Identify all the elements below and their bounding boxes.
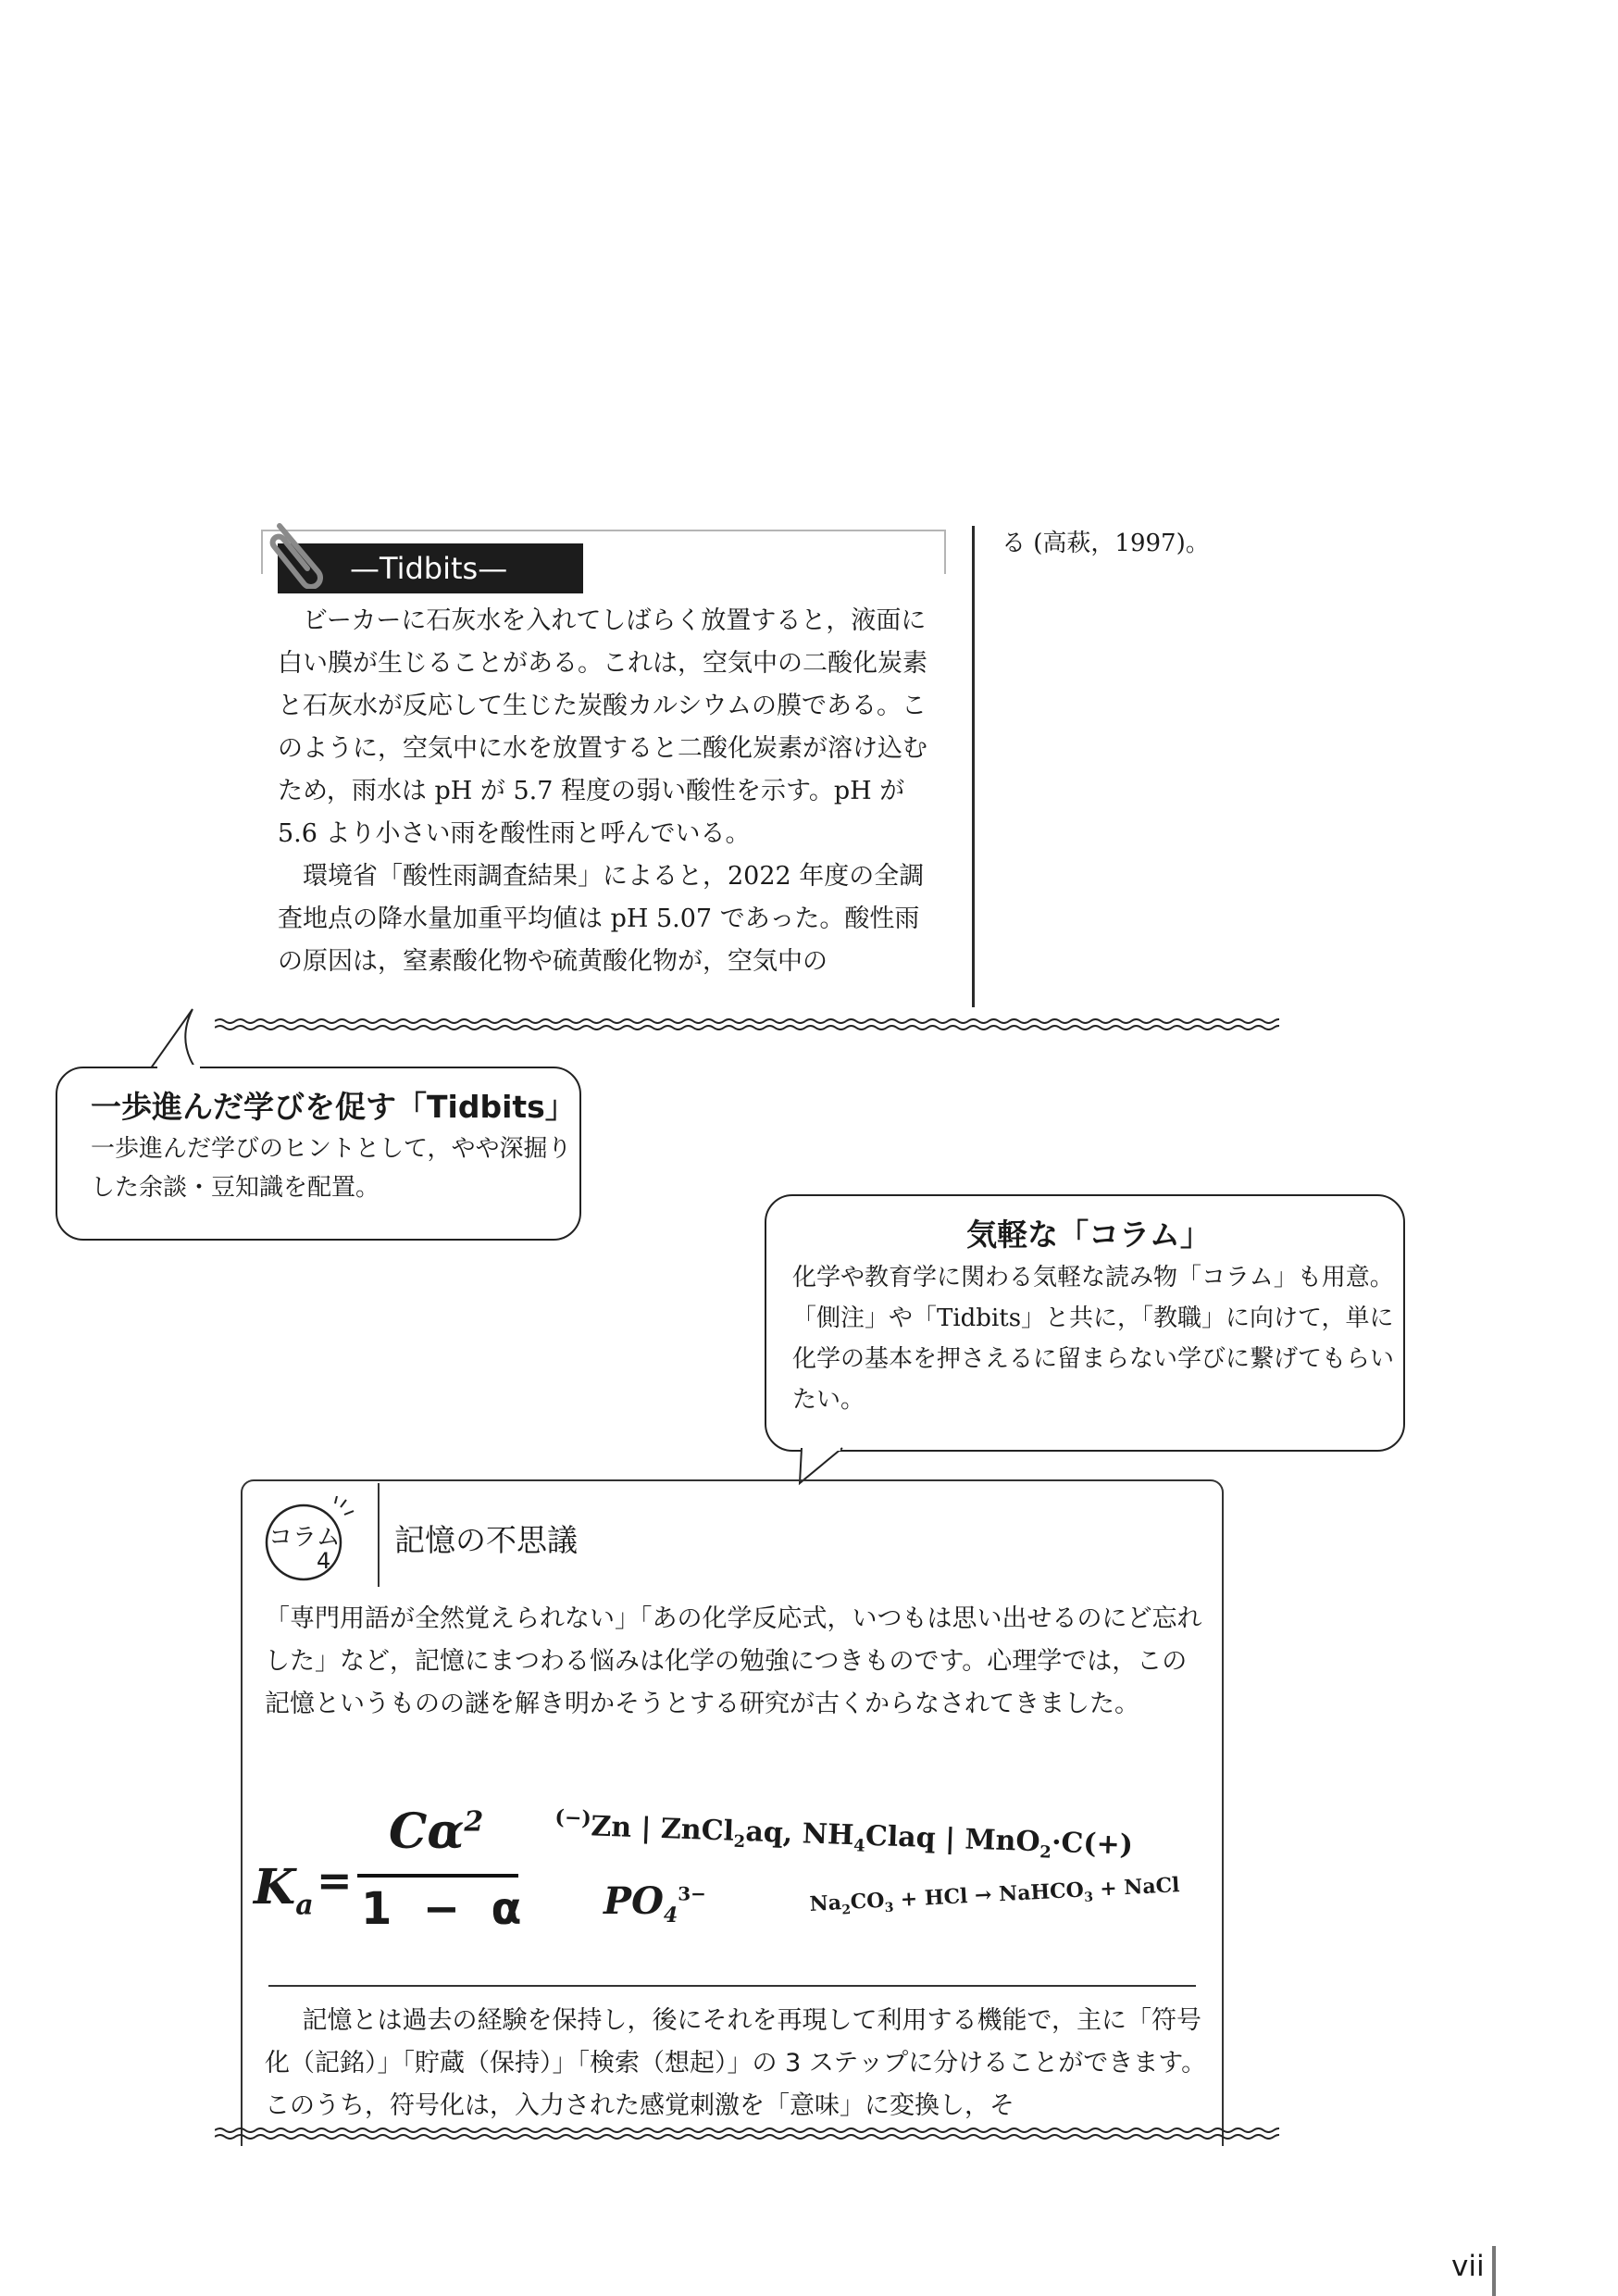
tidbits-body <box>278 600 935 983</box>
rx-sub: 3 <box>884 1900 894 1916</box>
ka-denominator: 1 − α <box>361 1883 522 1935</box>
rx-mid: + HCl → NaHCO <box>892 1878 1085 1913</box>
equation-examples <box>250 1796 1213 1981</box>
cell-aq: aq, NH <box>744 1816 855 1853</box>
callout-tidbits <box>56 1067 581 1241</box>
tidbits-header: —Tidbits— <box>278 543 583 593</box>
callout-body: 一歩進んだ学びのヒントとして，やや深掘りした余談・豆知識を配置。 <box>91 1135 572 1202</box>
cell-minus: (−) <box>554 1805 592 1831</box>
wavy-cut-line <box>215 2126 1279 2142</box>
cell-bar: | <box>641 1812 653 1845</box>
column-intro: 「専門用語が全然覚えられない」「あの化学反応式，いつもは思い出せるのにど忘れした」など，記憶にまつわる悩みは化学の勉強につきものです。心理学では，この記憶というものの謎を解き明かそうとする研究が古くからなされてきました。 <box>265 1604 1202 1718</box>
column-title: 記憶の不思議 <box>394 1522 578 1558</box>
ka-equals: = <box>317 1855 353 1905</box>
ka-numerator <box>389 1803 483 1860</box>
column-badge-label: コラム <box>268 1524 341 1552</box>
tidbits-frame-left <box>261 530 263 574</box>
tidbits-frame-right <box>944 530 946 574</box>
po-sub: 4 <box>663 1903 678 1928</box>
column-body <box>265 2000 1209 2128</box>
rx-end: + NaCl <box>1091 1873 1181 1902</box>
fraction-bar <box>357 1874 518 1878</box>
callout-tail-joint <box>157 1065 200 1068</box>
ka-k: K <box>254 1859 296 1915</box>
page-number: vii <box>1451 2250 1485 2283</box>
ka-numerator-text: Cα <box>389 1803 465 1860</box>
callout-title: 一歩進んだ学びを促す「Tidbits」 <box>91 1089 576 1125</box>
tidbits-paragraph: ビーカーに石灰水を入れてしばらく放置すると，液面に白い膜が生じることがある。これは，空気中の二酸化炭素と石灰水が反応して生じた炭酸カルシウムの膜である。このように，空気中に水を放置すると二酸化炭素が溶け込むため，雨水は pH が 5.7 程度の弱い酸性を示す。pH が 5.6 より小さい雨を酸性雨と呼んでいる。 <box>278 606 927 848</box>
callout-title: 気軽な「コラム」 <box>966 1217 1211 1253</box>
cell-sub: 4 <box>853 1836 865 1856</box>
ka-numerator-sup: 2 <box>464 1805 484 1839</box>
cell-claq: Claq <box>865 1819 937 1855</box>
rx-na: Na <box>809 1890 842 1916</box>
cell-notation <box>554 1805 1133 1866</box>
tidbits-frame <box>261 530 946 531</box>
callout-column <box>765 1194 1405 1452</box>
column-badge-divider <box>378 1483 380 1587</box>
cell-bar: | <box>944 1822 956 1856</box>
cell-plus: (+) <box>1082 1827 1134 1862</box>
reaction-equation <box>809 1873 1180 1919</box>
callout-body: 化学や教育学に関わる気軽な読み物「コラム」も用意。「側注」や「Tidbits」と共に，「教職」に向けて，単に化学の基本を押さえるに留まらない学びに繋げてもらいたい。 <box>792 1264 1395 1414</box>
cell-c: ·C <box>1051 1826 1084 1860</box>
cell-zncl: ZnCl <box>660 1813 735 1848</box>
po-main: PO <box>604 1879 664 1923</box>
rx-sub: 2 <box>841 1903 852 1918</box>
po-sup: 3− <box>678 1882 706 1905</box>
right-column-text: る (高萩，1997)。 <box>1002 530 1210 557</box>
page-edge-bar <box>1492 2246 1496 2296</box>
column-divider <box>972 526 975 1007</box>
cell-sub: 2 <box>1039 1842 1052 1863</box>
ka-subscript: a <box>295 1889 314 1922</box>
wavy-cut-line <box>215 1017 1279 1033</box>
cell-mno: MnO <box>964 1823 1041 1859</box>
cell-zn: Zn <box>590 1810 632 1844</box>
column-rule <box>268 1985 1196 1987</box>
rx-co: CO <box>850 1888 886 1915</box>
cell-sub: 2 <box>733 1831 746 1853</box>
column-badge-number: 4 <box>317 1548 331 1574</box>
phosphate-ion <box>604 1879 706 1928</box>
tidbits-paragraph: 環境省「酸性雨調査結果」によると，2022 年度の全調査地点の降水量加重平均値は pH 5.07 であった。酸性雨の原因は，窒素酸化物や硫黄酸化物が，空気中の <box>278 862 925 976</box>
ka-symbol <box>254 1859 314 1921</box>
column-paragraph: 記憶とは過去の経験を保持し，後にそれを再現して利用する機能で，主に「符号化（記銘）」「貯蔵（保持）」「検索（想起）」の 3 ステップに分けることができます。このうち，符号化は，入力された感覚刺激を「意味」に変換し，そ <box>265 2006 1207 2120</box>
callout-tail <box>139 1005 213 1072</box>
paperclip-icon <box>267 518 331 589</box>
rx-sub: 3 <box>1083 1890 1094 1905</box>
